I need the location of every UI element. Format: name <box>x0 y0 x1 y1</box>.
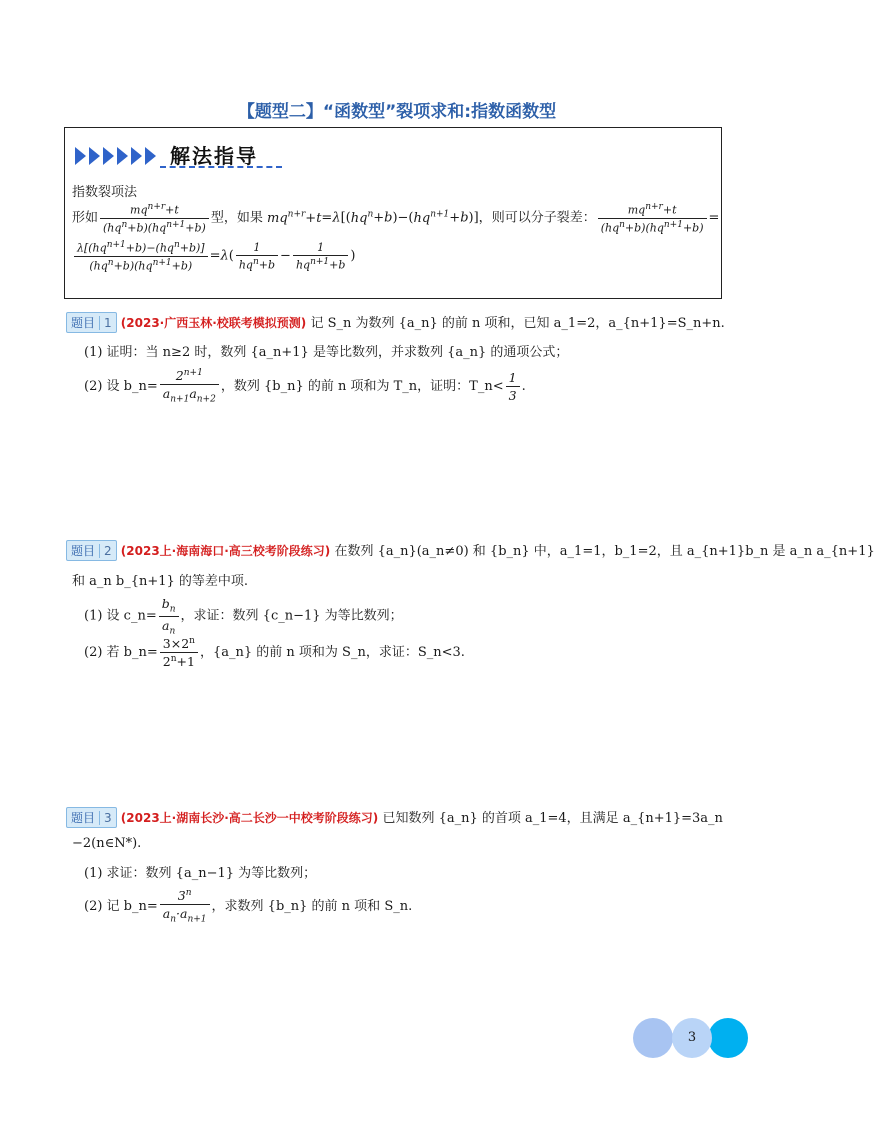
guide-formula-line2: $\frac{\lambda[(hq^{n+1}+b)-(hq^n+b)]}{(hq^n+b)(hq^{n+1}+b)}$ =λ( $\frac{1}{hq^n+b}$ − $\frac{1}{hq^{n+1}+b}$ ) <box>72 240 356 272</box>
part-text: ，数列 {b_n} 的前 n 项和为 T_n，证明：T_n< <box>220 378 504 394</box>
problem-3-part2 <box>84 888 412 925</box>
guide-heading: 指数裂项法 <box>72 185 138 200</box>
badge-number: 2 <box>99 544 112 558</box>
badge-label: 题目 <box>71 544 96 558</box>
formula-fraction: $\frac{mq^{n+r}+t}{(hq^n+b)(hq^{n+1}+b)}$ <box>598 202 707 234</box>
page-circle-decoration <box>708 1018 748 1058</box>
formula-fraction: $\frac{1}{hq^n+b}$ <box>236 241 278 272</box>
formula-fraction: $\frac{b_n}{a_n}$ <box>159 596 179 636</box>
guide-underline <box>160 166 282 168</box>
page-circle-decoration <box>633 1018 673 1058</box>
guide-text: 型，如果 <box>210 210 263 226</box>
part-text: ，求证：数列 {c_n−1} 为等比数列； <box>180 608 403 624</box>
badge-label: 题目 <box>71 316 96 330</box>
problem-badge <box>66 540 117 561</box>
problem-badge <box>66 312 117 333</box>
problem-stem: 记 S_n 为数列 {a_n} 的前 n 项和，已知 a_1=2，a_{n+1}=S_n+n. <box>310 316 725 331</box>
formula-fraction: $\frac{3\times 2^n}{2^n+1}$ <box>160 636 198 669</box>
problem-source: (2023上·海南海口·高三校考阶段练习) <box>120 544 331 558</box>
problem-badge <box>66 807 117 828</box>
problem-2-part2 <box>84 636 465 669</box>
problem-1-part2: (2) 设 b_n= $\frac{2^{n+1}}{a_{n+1}a_{n+2}}$ ，数列 {b_n} 的前 n 项和为 T_n，证明：T_n< $\frac{1}{3}$ . <box>84 368 526 405</box>
guide-text: 则可以分子裂差： <box>491 210 596 226</box>
problem-stem: 在数列 {a_n}(a_n≠0) 和 {b_n} 中，a_1=1，b_1=2，且 a_{n+1}b_n 是 a_n a_{n+1} <box>334 544 875 559</box>
problem-3-header <box>66 807 723 828</box>
problem-2-stem-cont: 和 a_n b_{n+1} 的等差中项. <box>72 574 249 589</box>
page-number: 3 <box>672 1018 712 1058</box>
formula-fraction: $\frac{1}{3}$ <box>506 370 520 403</box>
problem-source: (2023上·湖南长沙·高二长沙一中校考阶段练习) <box>120 811 379 825</box>
problem-3-part1: (1) 求证：数列 {a_n−1} 为等比数列； <box>84 866 317 881</box>
problem-source: (2023·广西玉林·校联考模拟预测) <box>120 316 307 330</box>
formula-fraction: $\frac{3^n}{a_n\cdot a_{n+1}}$ <box>160 888 210 925</box>
guide-label: 解法指导 <box>170 144 258 168</box>
part-text: (2) 设 b_n= <box>84 378 158 394</box>
chevron-arrows-icon <box>75 147 159 169</box>
formula-fraction: $\frac{2^{n+1}}{a_{n+1}a_{n+2}}$ <box>160 368 219 405</box>
formula-fraction: $\frac{1}{hq^{n+1}+b}$ <box>293 241 348 272</box>
part-text: (2) 记 b_n= <box>84 898 158 914</box>
part-text: (2) 若 b_n= <box>84 645 158 661</box>
part-text: (1) 设 c_n= <box>84 608 157 624</box>
problem-2-header <box>66 540 875 561</box>
guide-formula-line1: 形如 $\frac{mq^{n+r}+t}{(hq^n+b)(hq^{n+1}+b)}$ 型，如果 $mq^{n+r}+t=\lambda[(hq^n+b)-(hq^{n+1}+b)]$，则可以分子裂差： $\frac{mq^{n+r}+t}{(hq^n+b)(hq^{n+1}+b)}$ = <box>72 202 720 235</box>
part-text: ，求数列 {b_n} 的前 n 项和 S_n. <box>211 898 413 914</box>
badge-number: 3 <box>99 811 112 825</box>
formula-fraction: $\frac{mq^{n+r}+t}{(hq^n+b)(hq^{n+1}+b)}$ <box>100 202 209 234</box>
formula-fraction: $\frac{\lambda[(hq^{n+1}+b)-(hq^n+b)]}{(hq^n+b)(hq^{n+1}+b)}$ <box>74 240 208 272</box>
problem-1-part1: (1) 证明：当 n≥2 时，数列 {a_n+1} 是等比数列，并求数列 {a_n} 的通项公式； <box>84 345 569 360</box>
problem-1-header <box>66 312 725 333</box>
badge-number: 1 <box>99 316 112 330</box>
guide-text: 形如 <box>72 210 99 226</box>
part-text: ，{a_n} 的前 n 项和为 S_n，求证：S_n<3. <box>199 645 465 661</box>
problem-stem: 已知数列 {a_n} 的首项 a_1=4，且满足 a_{n+1}=3a_n <box>382 811 723 826</box>
page-title: 【题型二】“函数型”裂项求和:指数函数型 <box>237 102 557 122</box>
problem-3-stem-cont: −2(n∈N*). <box>72 836 142 851</box>
badge-label: 题目 <box>71 811 96 825</box>
problem-2-part1 <box>84 596 403 636</box>
